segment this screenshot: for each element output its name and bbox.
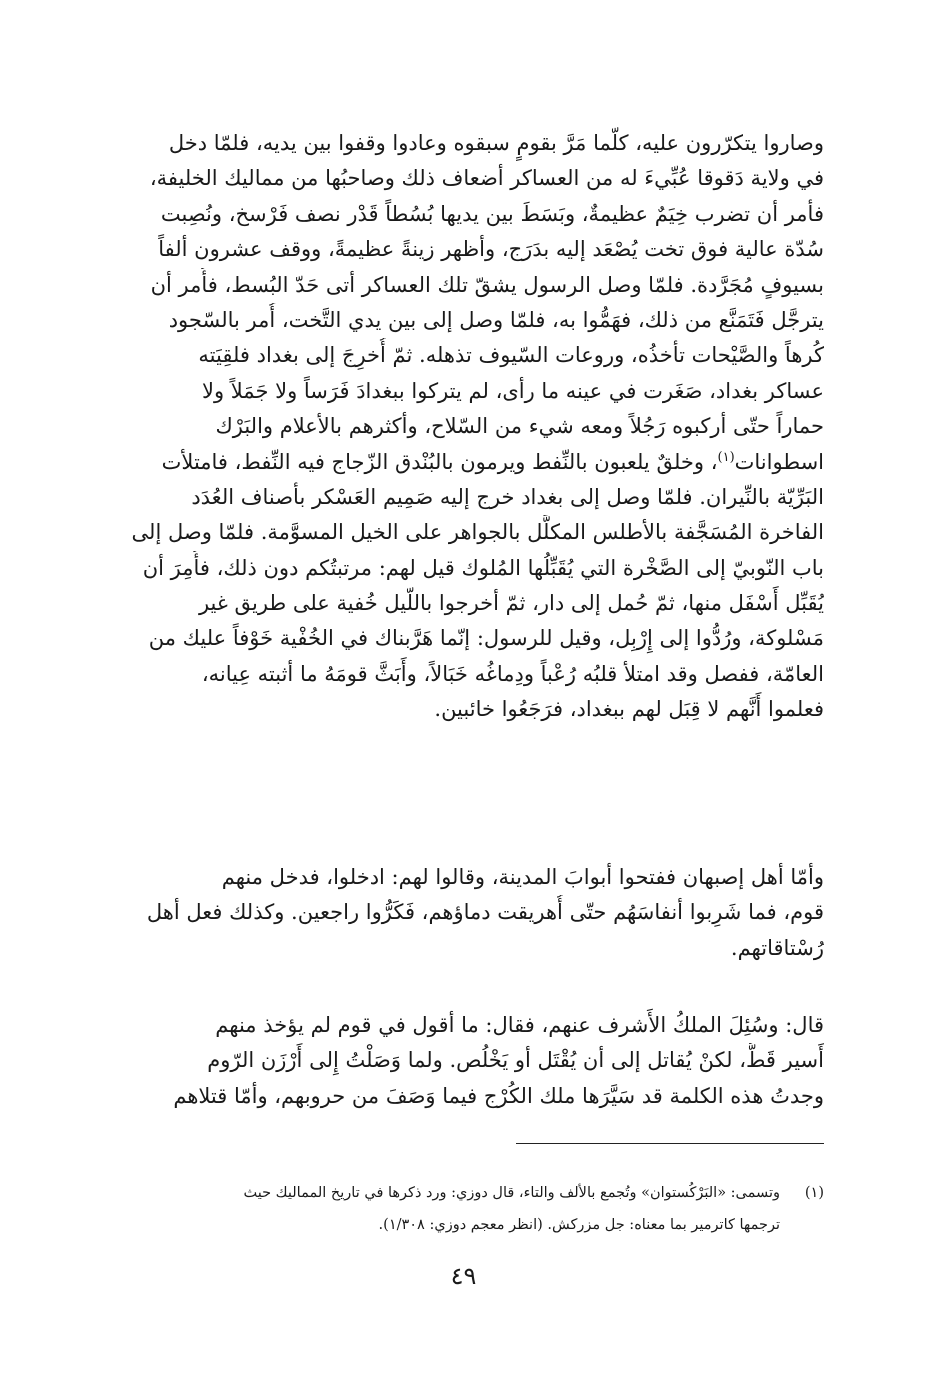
text-line: باب النّوبيّ إلى الصَّخْرة التي يُقَبِّلُها المُلوك قيل لهم: مرتبتُكم دون ذلك، فأُمِرَ أن	[142, 555, 824, 580]
text-line: سُدّة عالية فوق تخت يُصْعَد إليه بدَرَج، وأظهر زينةً عظيمةً، ووقف عشرون ألفاً	[158, 237, 824, 262]
text-line-with-footnote	[103, 445, 824, 480]
text-line: مَسْلوكة، ورُدُّوا إلى إِرْبِل، وقيل للرسول: إنّما هَرَّبناك في الخُفْية خَوْفاً عليك من	[148, 626, 824, 651]
text-line: في ولاية دَقوقا عُبِّيءَ له من العساكر أضعاف ذلك وصاحبُها من مماليك الخليفة،	[149, 166, 824, 191]
footnote-text: وتسمى: «البَرْكُستوان» وتُجمع بالألف والتاء، قال دوزي: ورد ذكرها في تاريخ المماليك حيث	[243, 1185, 780, 1201]
footnote-line-start: اسطوانات$^{(١)}$، وخلقٌ يلعبون بالنِّفط ويرمون بالبُنْدق الزّجاج فيه النِّفط، فامتلأت	[161, 449, 824, 474]
text-line: عساكر بغداد، صَغَرت في عينه ما رأى، لم يتركوا ببغدادَ فَرَساً ولا جَمَلاً ولا	[201, 378, 824, 403]
footnote-line: ترجمها كاترمير بما معناه: جل مزركش. (انظر معجم دوزي: ١/٣٠٨).	[378, 1217, 780, 1233]
page-number: ٤٩	[450, 1262, 477, 1290]
text-line: يترجَّل فَتَمَنَّع من ذلك، فهَمُّوا به، فلمّا وصل إلى بين يدي التَّخت، أُمر بالسّجود	[168, 307, 824, 332]
text-line: العامّة، ففصل وقد امتلأ قلبُه رُعْباً ودِماغُه خَبَالاً، وأَبَثَّ قومَهُ ما أثبته عِيانه،	[201, 661, 824, 686]
footnote-number: (١)	[804, 1185, 824, 1201]
text-line: الفاخرة المُسَجَّفة بالأطلس المكلَّل بالجواهر على الخيل المسوَّمة. فلمّا وصل إلى	[131, 520, 824, 545]
text-line: وجدتُ هذه الكلمة قد سَيَّرَها ملك الكُرْج فيما وَصَفَ من حروبهم، وأمّا قتلاهم	[173, 1083, 824, 1108]
paragraph-1	[103, 126, 824, 728]
text-line: قوم، فما شَرِبوا أنفاسَهُم حتّى أُهريقت دماؤهم، فَكَرُّوا راجعين. وكذلك فعل أهل	[146, 900, 824, 925]
text-line: قال: وسُئِلَ الملكُ الأَشرف عنهم، فقال: ما أقول في قوم لم يؤخذ منهم	[215, 1013, 824, 1037]
paragraph-2	[103, 860, 824, 966]
text-line: حماراً حتّى أركبوه رَجُلاً ومعه شيء من السّلاح، وأكثرهم بالأعلام والبَرْك	[215, 414, 824, 439]
text-line: رُسْتاقاتهم.	[730, 935, 824, 960]
text-line: وصاروا يتكرّرون عليه، كلّما مَرَّ بقومٍ سبقوه وعادوا وقفوا بين يديه، فلمّا دخل	[168, 131, 824, 155]
text-line: أَسير قَطُّ، لكنْ يُقاتل إلى أن يُقْتَل أو يَخْلُص. ولما وَصَلْتُ إِلى أَرْزَن الرّوم	[207, 1048, 824, 1073]
text-line: فعلموا أَنَّهم لا قِبَل لهم ببغداد، فرَجَعُوا خائبين.	[434, 697, 824, 722]
text-line: بسيوفٍ مُجَرَّدة. فلمّا وصل الرسول يشقّ تلك العساكر أتى حَدّ البُسط، فأُمر أن	[150, 272, 824, 297]
text-line: فأمر أن تضرب خِيَمٌ عظيمةٌ، وبَسَطَ بين يديها بُسُطاً قَدْر نصف فَرْسخ، ونُصِبت	[160, 201, 824, 226]
text-line: وأمّا أهل إصبهان ففتحوا أبوابَ المدينة، وقالوا لهم: ادخلوا، فدخل منهم	[221, 865, 824, 889]
text-line: يُقَبِّل أَسْفَل منها، ثمّ حُمل إلى دار، ثمّ أخرجوا باللّيل خُفية على طريق غير	[198, 591, 824, 616]
text-line: كُرهاً والصَّيْحات تأخذُه، وروعات السّيوف تذهله. ثمّ أُخرِجَ إلى بغداد فلقِيَته	[198, 343, 824, 368]
footnote-divider	[516, 1143, 824, 1144]
footnote-line	[103, 1177, 824, 1209]
paragraph-3	[103, 1008, 824, 1114]
text-line: البَرِّيّة بالنِّيران. فلمّا وصل إلى بغداد خرج إليه صَمِيم العَسْكر بأصناف العُدَد	[191, 484, 824, 509]
footnote-marker: (١)	[717, 449, 735, 465]
footnotes	[103, 1177, 824, 1241]
